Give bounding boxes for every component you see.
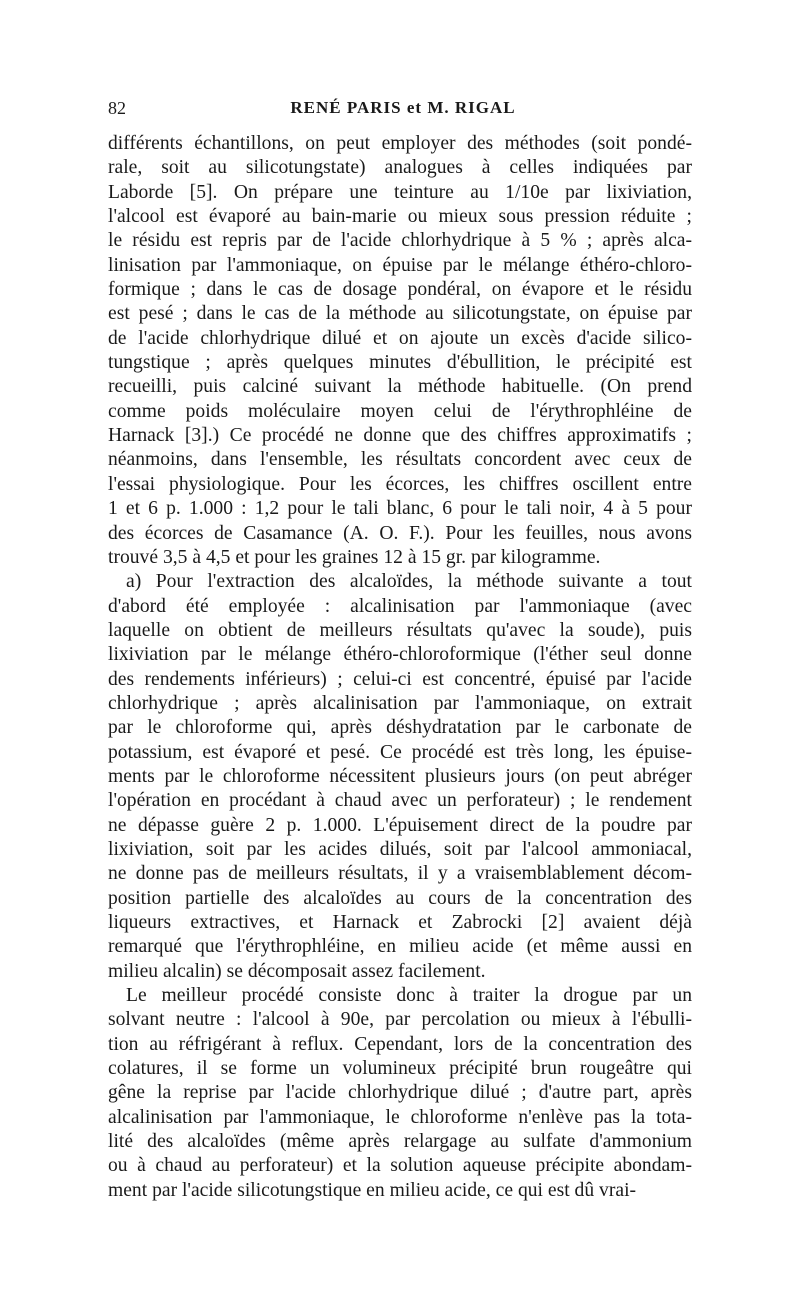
running-head-authors: RENÉ PARIS et M. RIGAL [290,98,516,117]
text-line: trouvé 3,5 à 4,5 et pour les graines 12 à 15 gr. par kilogramme. [108,546,601,568]
text-line: l'alcool est évaporé au bain-marie ou mieux sous pression réduite ; [108,206,692,228]
text-line: alcalinisation par l'ammoniaque, le chloroforme n'enlève pas la tota- [108,1106,692,1128]
page-number: 82 [108,98,126,118]
text-line: ment par l'acide silicotungstique en milieu acide, ce qui est dû vrai- [108,1179,637,1201]
text-line: tungstique ; après quelques minutes d'ébullition, le précipité est [108,352,692,374]
text-line: colatures, il se forme un volumineux précipité brun rougeâtre qui [108,1058,692,1080]
text-line: laquelle on obtient de meilleurs résultats qu'avec la soude), puis [108,619,692,641]
text-line: position partielle des alcaloïdes au cours de la concentration des [108,887,692,909]
text-line: milieu alcalin) se décomposait assez facilement. [108,960,486,982]
text-line: Harnack [3].) Ce procédé ne donne que des chiffres approximatifs ; [108,425,692,447]
text-line: comme poids moléculaire moyen celui de l'érythrophléine de [108,400,692,422]
text-line: Le meilleur procédé consiste donc à traiter la drogue par un [126,985,692,1007]
text-line: des écorces de Casamance (A. O. F.). Pour les feuilles, nous avons [108,522,692,544]
text-line: l'opération en procédant à chaud avec un perforateur) ; le rendement [108,790,692,812]
text-line: chlorhydrique ; après alcalinisation par l'ammoniaque, on extrait [108,692,692,714]
text-line: ments par le chloroforme nécessitent plusieurs jours (on peut abréger [108,765,692,787]
text-line: d'abord été employée : alcalinisation par l'ammoniaque (avec [108,595,692,617]
text-line: 1 et 6 p. 1.000 : 1,2 pour le tali blanc, 6 pour le tali noir, 4 à 5 pour [108,498,692,520]
text-line: linisation par l'ammoniaque, on épuise par le mélange éthéro-chloro- [108,254,692,276]
text-line: a) Pour l'extraction des alcaloïdes, la méthode suivante a tout [126,571,692,593]
text-line: remarqué que l'érythrophléine, en milieu acide (et même aussi en [108,936,692,958]
running-head [108,98,698,124]
text-line: gêne la reprise par l'acide chlorhydrique dilué ; d'autre part, après [108,1082,692,1104]
text-line: est pesé ; dans le cas de la méthode au silicotungstate, on épuise par [108,303,692,325]
text-line: différents échantillons, on peut employer des méthodes (soit pondé- [108,133,692,154]
text-line: lité des alcaloïdes (même après relargage au sulfate d'ammonium [108,1131,692,1153]
text-line: de l'acide chlorhydrique dilué et on ajoute un excès d'acide silico- [108,327,692,349]
text-line: tion au réfrigérant à reflux. Cependant, lors de la concentration des [108,1033,692,1055]
text-line: rale, soit au silicotungstate) analogues à celles indiquées par [108,157,692,179]
text-line: solvant neutre : l'alcool à 90e, par percolation ou mieux à l'ébulli- [108,1009,692,1031]
text-line: néanmoins, dans l'ensemble, les résultats concordent avec ceux de [108,449,692,471]
body-text [108,132,692,1203]
text-line: des rendements inférieurs) ; celui-ci est concentré, épuisé par l'acide [108,668,692,690]
text-line: lixiviation, soit par les acides dilués, soit par l'alcool ammoniacal, [108,838,692,860]
text-line: ne dépasse guère 2 p. 1.000. L'épuisement direct de la poudre par [108,814,692,836]
text-line: formique ; dans le cas de dosage pondéral, on évapore et le résidu [108,279,692,301]
text-line: ou à chaud au perforateur) et la solution aqueuse précipite abondam- [108,1155,692,1177]
text-line: le résidu est repris par de l'acide chlorhydrique à 5 % ; après alca- [108,230,692,252]
text-line: potassium, est évaporé et pesé. Ce procédé est très long, les épuise- [108,741,692,763]
text-line: liqueurs extractives, et Harnack et Zabrocki [2] avaient déjà [108,912,692,933]
text-line: Laborde [5]. On prépare une teinture au 1/10e par lixiviation, [108,181,692,203]
text-line: ne donne pas de meilleurs résultats, il y a vraisemblablement décom- [108,863,692,885]
text-line: recueilli, puis calciné suivant la méthode habituelle. (On prend [108,376,692,398]
text-line: l'essai physiologique. Pour les écorces, les chiffres oscillent entre [108,473,692,495]
text-line: par le chloroforme qui, après déshydratation par le carbonate de [108,717,692,739]
text-line: lixiviation par le mélange éthéro-chloroformique (l'éther seul donne [108,644,692,666]
